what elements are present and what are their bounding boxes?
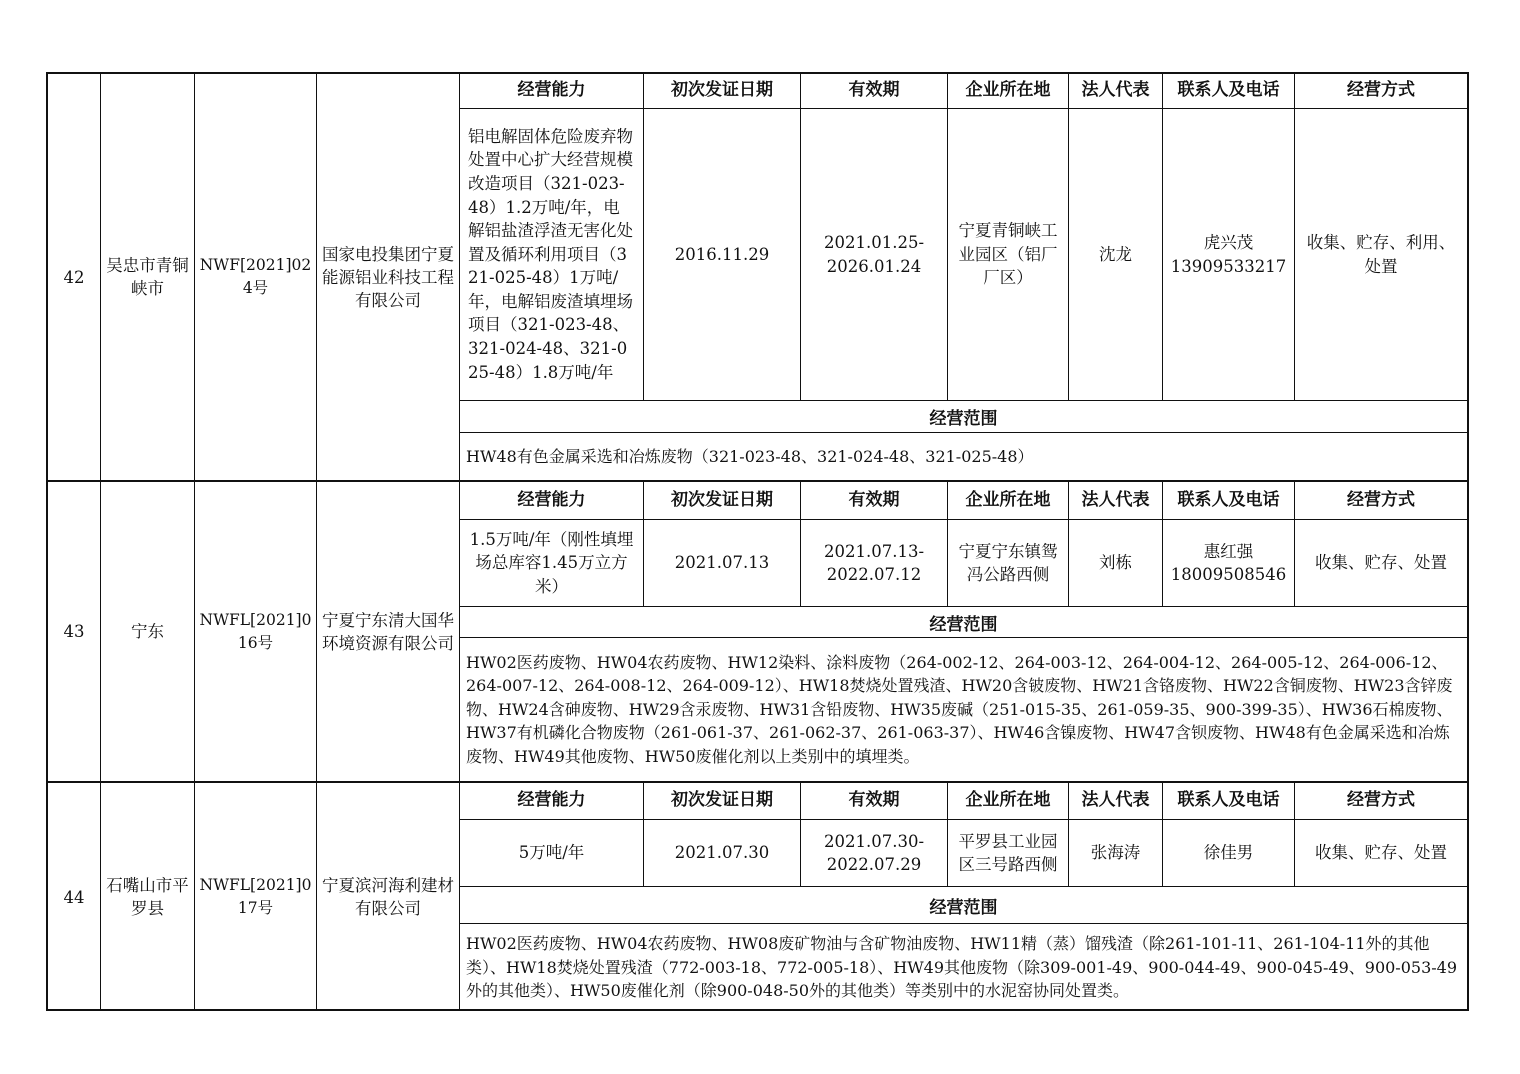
scope-body: HW02医药废物、HW04农药废物、HW08废矿物油与含矿物油废物、HW11精（蒸）馏残渣（除261-101-11、261-104-11外的其他类）、HW18焚烧处置残渣（772-003-18、772-005-18）、HW49其他废物（除309-001-49、900-044-49、900-045-49、900-053-49外的其他类）、HW50废催化剂（除900-048-50外的其他类）等类别中的水泥窑协同处置类。 [466,934,1458,1001]
header-validity: 有效期 [801,74,948,108]
header-location: 企业所在地 [948,783,1069,819]
scope-title: 经营范围 [460,607,1467,638]
first-issue-date-value: 2021.07.13 [644,520,801,606]
header-first-issue-date: 初次发证日期 [644,74,801,108]
legal-rep-value: 刘栋 [1069,520,1163,606]
detail-header-row [460,783,1467,820]
row-number: 43 [48,482,101,781]
capacity-value: 铝电解固体危险废弃物处置中心扩大经营规模改造项目（321-023-48）1.2万吨/年，电解铝盐渣浮渣无害化处置及循环利用项目（321-025-48）1万吨/年，电解铝废渣填埋场项目（321-023-48、321-024-48、321-025-48）1.8万吨/年 [460,109,644,400]
header-contact: 联系人及电话 [1163,482,1295,519]
location-value: 宁夏青铜峡工业园区（铝厂厂区） [948,109,1069,400]
contact-name: 徐佳男 [1203,843,1254,863]
header-method: 经营方式 [1347,790,1415,811]
contact-name: 惠红强 [1203,541,1254,561]
city-cell: 吴忠市青铜峡市 [101,74,195,480]
header-contact: 联系人及电话 [1163,74,1295,108]
header-capacity: 经营能力 [460,482,644,519]
license-number: NWFL[2021]017号 [195,783,317,1011]
detail-block [460,482,1467,781]
detail-block [460,74,1467,480]
capacity-value: 5万吨/年 [460,820,644,886]
city-cell: 石嘴山市平罗县 [101,783,195,1011]
header-contact: 联系人及电话 [1163,783,1295,819]
method-value: 收集、贮存、处置 [1315,843,1447,863]
header-capacity: 经营能力 [460,783,644,819]
method-value: 收集、贮存、利用、处置 [1306,233,1456,276]
scope-body: HW48有色金属采选和冶炼废物（321-023-48、321-024-48、321-025-48） [466,446,1034,466]
header-first-issue-date: 初次发证日期 [644,482,801,519]
first-issue-date-value: 2016.11.29 [644,109,801,400]
detail-header-row [460,482,1467,520]
scope-title: 经营范围 [460,887,1467,924]
location-value: 平罗县工业园区三号路西侧 [948,820,1069,886]
license-number: NWF[2021]024号 [195,74,317,480]
validity-value: 2021.07.13-2022.07.12 [801,520,948,606]
detail-header-row [460,74,1467,109]
capacity-value: 1.5万吨/年（刚性填埋场总库容1.45万立方米） [460,520,644,606]
header-method: 经营方式 [1347,489,1415,510]
table-row [48,783,1467,1011]
header-legal-rep: 法人代表 [1069,74,1163,108]
table-row [48,482,1467,783]
table-row [48,74,1467,482]
company-name: 宁夏宁东清大国华环境资源有限公司 [317,482,460,781]
header-validity: 有效期 [801,783,948,819]
header-location: 企业所在地 [948,482,1069,519]
row-number: 42 [48,74,101,480]
detail-value-row [460,820,1467,887]
validity-value: 2021.01.25-2026.01.24 [801,109,948,400]
detail-value-row [460,520,1467,607]
header-first-issue-date: 初次发证日期 [644,783,801,819]
contact-phone: 18009508546 [1170,565,1287,584]
legal-rep-value: 张海涛 [1069,820,1163,886]
header-validity: 有效期 [801,482,948,519]
permit-table [46,72,1469,1011]
contact-name: 虎兴茂 [1203,233,1254,252]
scope-body: HW02医药废物、HW04农药废物、HW12染料、涂料废物（264-002-12、264-003-12、264-004-12、264-005-12、264-006-12、264-007-12、264-008-12、264-009-12）、HW18焚烧处置残渣、HW20含铍废物、HW21含铬废物、HW22含铜废物、HW23含锌废物、HW24含砷废物、HW29含汞废物、HW31含铅废物、HW35废碱（251-015-35、261-059-35、900-399-35）、HW36石棉废物、HW37有机磷化合物废物（261-061-37、261-062-37、261-063-37）、HW46含镍废物、HW47含钡废物、HW48有色金属采选和冶炼废物、HW49其他废物、HW50废催化剂以上类别中的填埋类。 [466,652,1453,766]
first-issue-date-value: 2021.07.30 [644,820,801,886]
header-legal-rep: 法人代表 [1069,482,1163,519]
contact-value [1163,520,1295,606]
contact-phone: 13909533217 [1170,256,1287,276]
location-value: 宁夏宁东镇鸳冯公路西侧 [948,520,1069,606]
scope-title: 经营范围 [460,401,1467,433]
detail-value-row [460,109,1467,401]
company-name: 国家电投集团宁夏能源铝业科技工程有限公司 [317,74,460,480]
method-value: 收集、贮存、处置 [1315,553,1447,573]
header-legal-rep: 法人代表 [1069,783,1163,819]
legal-rep-value: 沈龙 [1069,109,1163,400]
validity-value: 2021.07.30-2022.07.29 [801,820,948,886]
header-capacity: 经营能力 [460,74,644,108]
contact-value [1163,820,1295,886]
city-cell: 宁东 [101,482,195,781]
company-name: 宁夏滨河海利建材有限公司 [317,783,460,1011]
contact-value [1163,109,1295,400]
header-method: 经营方式 [1347,80,1415,101]
header-location: 企业所在地 [948,74,1069,108]
row-number: 44 [48,783,101,1011]
license-number: NWFL[2021]016号 [195,482,317,781]
detail-block [460,783,1467,1011]
